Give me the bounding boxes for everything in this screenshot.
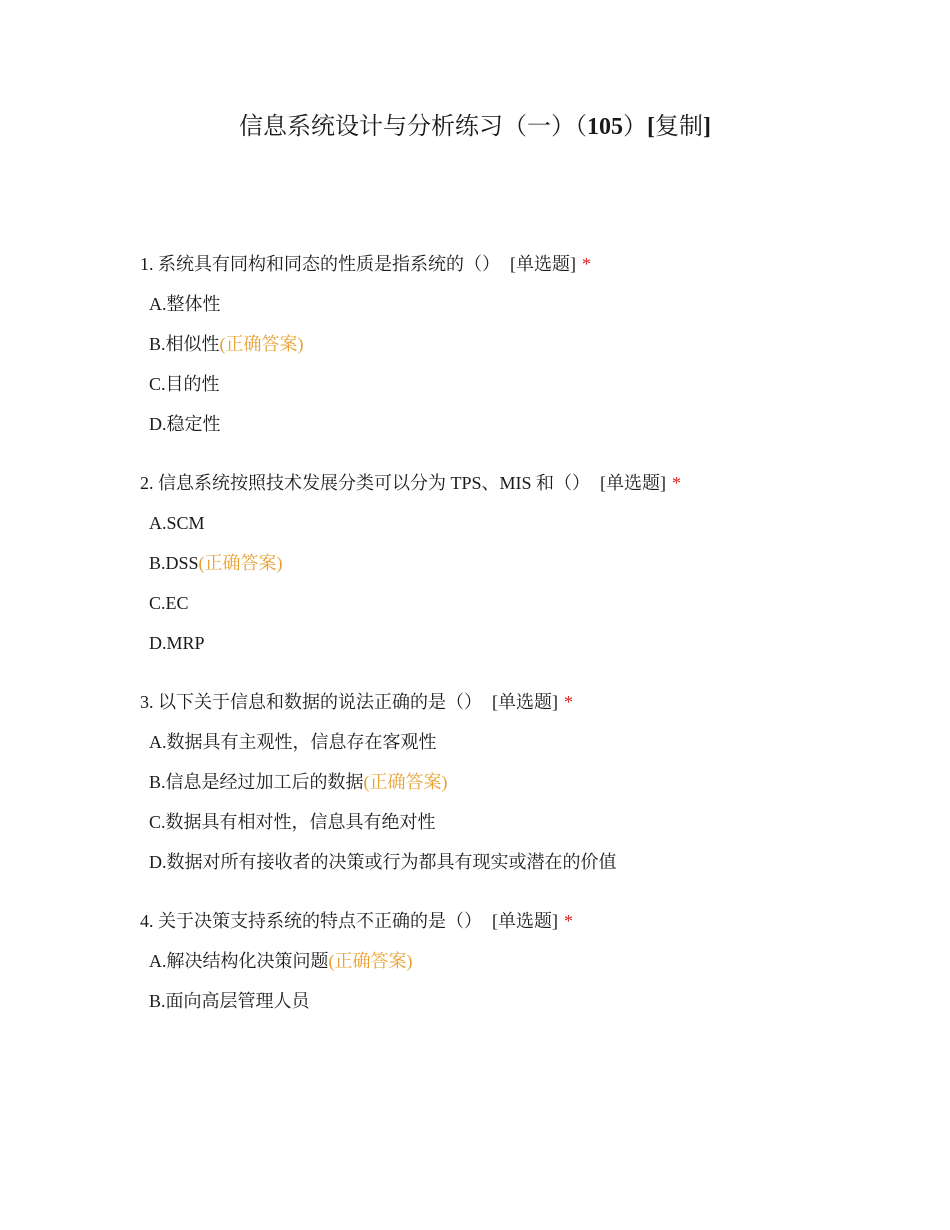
title-copy-label: 复制 bbox=[655, 114, 703, 140]
title-copy-close-bracket: ] bbox=[703, 114, 711, 140]
question-text: 3. 以下关于信息和数据的说法正确的是（） bbox=[140, 692, 482, 712]
question-4-stem bbox=[140, 907, 900, 935]
option-text: A.解决结构化决策问题 bbox=[149, 951, 329, 971]
question-3-stem bbox=[140, 688, 900, 716]
page-title bbox=[0, 110, 950, 144]
option-text: A.整体性 bbox=[149, 294, 221, 314]
option-d bbox=[149, 848, 900, 876]
option-text: A.数据具有主观性，信息存在客观性 bbox=[149, 732, 437, 752]
required-mark: * bbox=[582, 254, 591, 274]
option-text: B.DSS bbox=[149, 553, 199, 573]
option-a bbox=[149, 509, 900, 537]
question-1-stem bbox=[140, 250, 900, 278]
option-text: D.稳定性 bbox=[149, 414, 221, 434]
question-type: [单选题] bbox=[510, 254, 576, 274]
title-copy-open-bracket: [ bbox=[647, 114, 655, 140]
option-text: C.EC bbox=[149, 593, 189, 613]
option-text: A.SCM bbox=[149, 513, 205, 533]
correct-answer-label: (正确答案) bbox=[363, 772, 448, 792]
required-mark: * bbox=[564, 911, 573, 931]
option-a bbox=[149, 728, 900, 756]
question-type: [单选题] bbox=[492, 911, 558, 931]
title-number: 105 bbox=[587, 114, 623, 140]
question-type: [单选题] bbox=[492, 692, 558, 712]
required-mark: * bbox=[672, 473, 682, 493]
question-1 bbox=[140, 250, 900, 438]
question-text: 4. 关于决策支持系统的特点不正确的是（） bbox=[140, 911, 482, 931]
option-text: B.相似性 bbox=[149, 334, 220, 354]
option-text: B.面向高层管理人员 bbox=[149, 991, 310, 1011]
question-type: [单选题] bbox=[600, 473, 667, 493]
question-text: 1. 系统具有同构和同态的性质是指系统的（） bbox=[140, 254, 500, 274]
option-text: C.目的性 bbox=[149, 374, 220, 394]
title-close-paren: ） bbox=[623, 114, 647, 140]
option-b bbox=[149, 987, 900, 1015]
question-2 bbox=[140, 469, 900, 657]
correct-answer-label: (正确答案) bbox=[219, 334, 304, 354]
option-a bbox=[149, 290, 900, 318]
correct-answer-label: (正确答案) bbox=[328, 951, 413, 971]
question-list bbox=[140, 250, 900, 1046]
option-b bbox=[149, 549, 900, 577]
option-c bbox=[149, 589, 900, 617]
option-text: D.MRP bbox=[149, 633, 205, 653]
question-4 bbox=[140, 907, 900, 1015]
question-2-stem bbox=[140, 469, 900, 497]
option-b bbox=[149, 768, 900, 796]
option-c bbox=[149, 808, 900, 836]
title-main-text: 信息系统设计与分析练习（一）（ bbox=[239, 114, 587, 140]
correct-answer-label: (正确答案) bbox=[198, 553, 283, 573]
option-text: C.数据具有相对性，信息具有绝对性 bbox=[149, 812, 436, 832]
question-text: 2. 信息系统按照技术发展分类可以分为 TPS、MIS 和（） bbox=[140, 473, 591, 493]
required-mark: * bbox=[564, 692, 573, 712]
option-b bbox=[149, 330, 900, 358]
question-3 bbox=[140, 688, 900, 876]
option-text: D.数据对所有接收者的决策或行为都具有现实或潜在的价值 bbox=[149, 852, 617, 872]
option-a bbox=[149, 947, 900, 975]
option-text: B.信息是经过加工后的数据 bbox=[149, 772, 364, 792]
option-d bbox=[149, 410, 900, 438]
option-d bbox=[149, 629, 900, 657]
option-c bbox=[149, 370, 900, 398]
